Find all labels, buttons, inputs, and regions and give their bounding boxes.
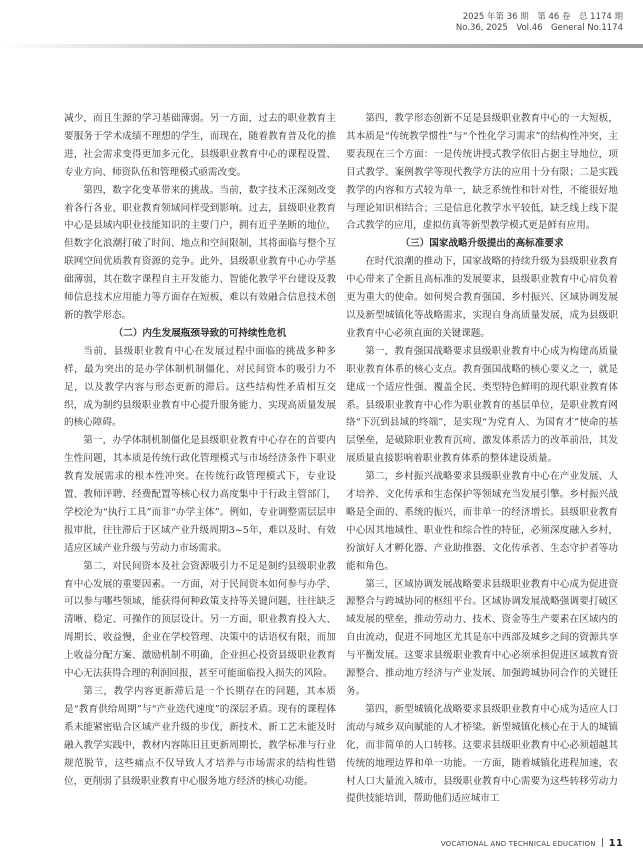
section-heading: （三）国家战略升级提出的高标准要求	[400, 238, 564, 250]
paragraph: 第三，区域协调发展战略要求县级职业教育中心成为促进资源整合与跨城协同的枢纽平台。区域协调发展战略强调要打破区域发展的壁垒，推动劳动力、技术、资金等生产要素在区域内的自由流动，促进不同地区尤其是东中西部及城乡之间的资源共享与平衡发展。这要求县级职业教育中心必须承担促进区域教育资源整合、推动地方经济与产业发展、加强跨城协同合作的关键任务。	[346, 578, 618, 697]
journal-name: VOCATIONAL AND TECHNICAL EDUCATION	[440, 840, 596, 848]
issue-info-cn: 2025 年第 36 期 第 46 卷 总 1174 期	[462, 12, 623, 22]
paragraph: 第一，办学体制机制僵化是县级职业教育中心存在的首要内生性问题，其本质是传统行政化管理模式与市场经济条件下职业教育发展需求的根本性冲突。在传统行政管理模式下，专业设置、教师评聘、经费配置等核心权力高度集中于行政主管部门，学校沦为“执行工具”而非“办学主体”。例如，专业调整需层层申报审批，往往滞后于区域产业升级周期3~5年，难以及时、有效适应区域产业升级与劳动力市场需求。	[64, 435, 336, 554]
footer-divider	[602, 838, 603, 847]
paragraph: 第二，对民间资本及社会资源吸引力不足是制约县级职业教育中心发展的重要因素。一方面，对于民间资本如何参与办学、可以参与哪些领域，能获得何种政策支持等关键问题，往往缺乏清晰、稳定、可操作的顶层设计。另一方面，职业教育投入大、周期长、收益慢，企业在学校管理、决策中的话语权有限，而加上收益分配方案、激励机制不明确，企业担心投资县级职业教育中心无法获得合理的利润回报，甚至可能面临投入损失的风险。	[64, 560, 336, 680]
paragraph: 第四，教学形态创新不足是县级职业教育中心的一大短板，其本质是“传统教学惯性”与“个性化学习需求”的结构性冲突，主要表现在三个方面：一是传统讲授式教学依旧占据主导地位，项目式教学、案例教学等现代教学方法的应用十分有限；二是实践教学的内容和方式较为单一，缺乏系统性和针对性，不能很好地与理论知识相结合；三是信息化教学水平较低，缺乏线上线下混合式教学的应用，虚拟仿真等新型教学模式更是鲜有应用。	[346, 113, 618, 232]
page-header	[456, 12, 623, 34]
paragraph: 第四，数字化变革带来的挑战。当前，数字技术正深刻改变着各行各业，职业教育领域同样受到影响。过去，县级职业教育中心是县域内职业技能知识的主要门户，拥有近乎垄断的地位，但数字化浪潮打破了时间、地点和空间限制，其将面临与整个互联网空间优质教育资源的竞争。此外，县级职业教育中心办学基础薄弱，其在数字课程自主开发能力、智能化教学平台建设及教师信息技术应用能力等方面存在短板，难以有效融合信息技术创新的教学形态。	[64, 184, 336, 321]
issue-info-en: No.36, 2025 Vol.46 General No.1174	[455, 23, 623, 33]
right-column	[346, 110, 618, 808]
page-number: 11	[608, 838, 623, 849]
paragraph: 当前，县级职业教育中心在发展过程中面临的挑战多种多样，最为突出的是办学体制机制僵化、对民间资本的吸引力不足，以及教学内容与形态更新的滞后。这些结构性矛盾相互交织，成为制约县级职业教育中心提升服务能力、实现高质量发展的核心障碍。	[64, 345, 336, 429]
paragraph: 第四，新型城镇化战略要求县级职业教育中心成为适应人口流动与城乡双向赋能的人才桥梁。新型城镇化核心在于人的城镇化，而非简单的人口转移。这要求县级职业教育中心必须超越其传统的地理边界和单一功能。一方面，随着城镇化进程加速，农村人口大量流入城市，县级职业教育中心需要为这些转移劳动力提供技能培训，帮助他们适应城市工	[346, 703, 618, 805]
left-column	[64, 110, 336, 790]
header-rule	[0, 44, 643, 48]
paragraph: 第三，教学内容更新滞后是一个长期存在的问题，其本质是“教育供给周期”与“产业迭代速度”的深层矛盾。现有的课程体系未能紧密贴合区域产业升级的步伐，新技术、新工艺未能及时融入教学实践中，教材内容陈旧且更新周期长，教学标准与行业规范脱节，这些痛点不仅导致人才培养与市场需求的结构性错位，更削弱了县级职业教育中心服务地方经济的核心功能。	[64, 686, 336, 787]
paragraph: 减少，而且生源的学习基础薄弱。另一方面，过去的职业教育主要服务于学术成绩不理想的学生，而现在，随着教育普及化的推进，社会需求变得更加多元化，县级职业教育中心的课程设置、专业方向、师资队伍和管理模式亟需改变。	[64, 113, 336, 178]
paragraph: 第二，乡村振兴战略要求县级职业教育中心在产业发展、人才培养、文化传承和生态保护等领域充当发展引擎。乡村振兴战略是全面的、系统的振兴，而非单一的经济增长。县级职业教育中心因其地域性、职业性和综合性的特征，必须深度融入乡村，扮演好人才孵化器、产业助推器、文化传承者、生态守护者等功能和角色。	[346, 471, 618, 572]
paragraph: 第一，教育强国战略要求县级职业教育中心成为构建高质量职业教育体系的核心支点。教育强国战略的核心要义之一，就是建成一个适应性强、覆盖全民、类型特色鲜明的现代职业教育体系。县级职业教育中心作为职业教育的基层单位，是职业教育网络“下沉到县域的终端”，是实现“为党育人、为国育才”使命的基层堡垒，是破除职业教育沉疴、激发体系活力的改革前沿，其发展质量直接影响着职业教育体系的整体建设质量。	[346, 345, 618, 465]
page-footer	[441, 838, 623, 849]
section-heading: （二）内生发展瓶颈导致的可持续性危机	[113, 327, 287, 339]
paragraph: 在时代浪潮的推动下，国家战略的持续升级为县级职业教育中心带来了全新且高标准的发展要求，县级职业教育中心肩负着更为重大的使命。如何契合教育强国、乡村振兴、区域协调发展以及新型城镇化等战略需求，实现自身高质量发展，成为县级职业教育中心必须直面的关键课题。	[346, 256, 618, 339]
